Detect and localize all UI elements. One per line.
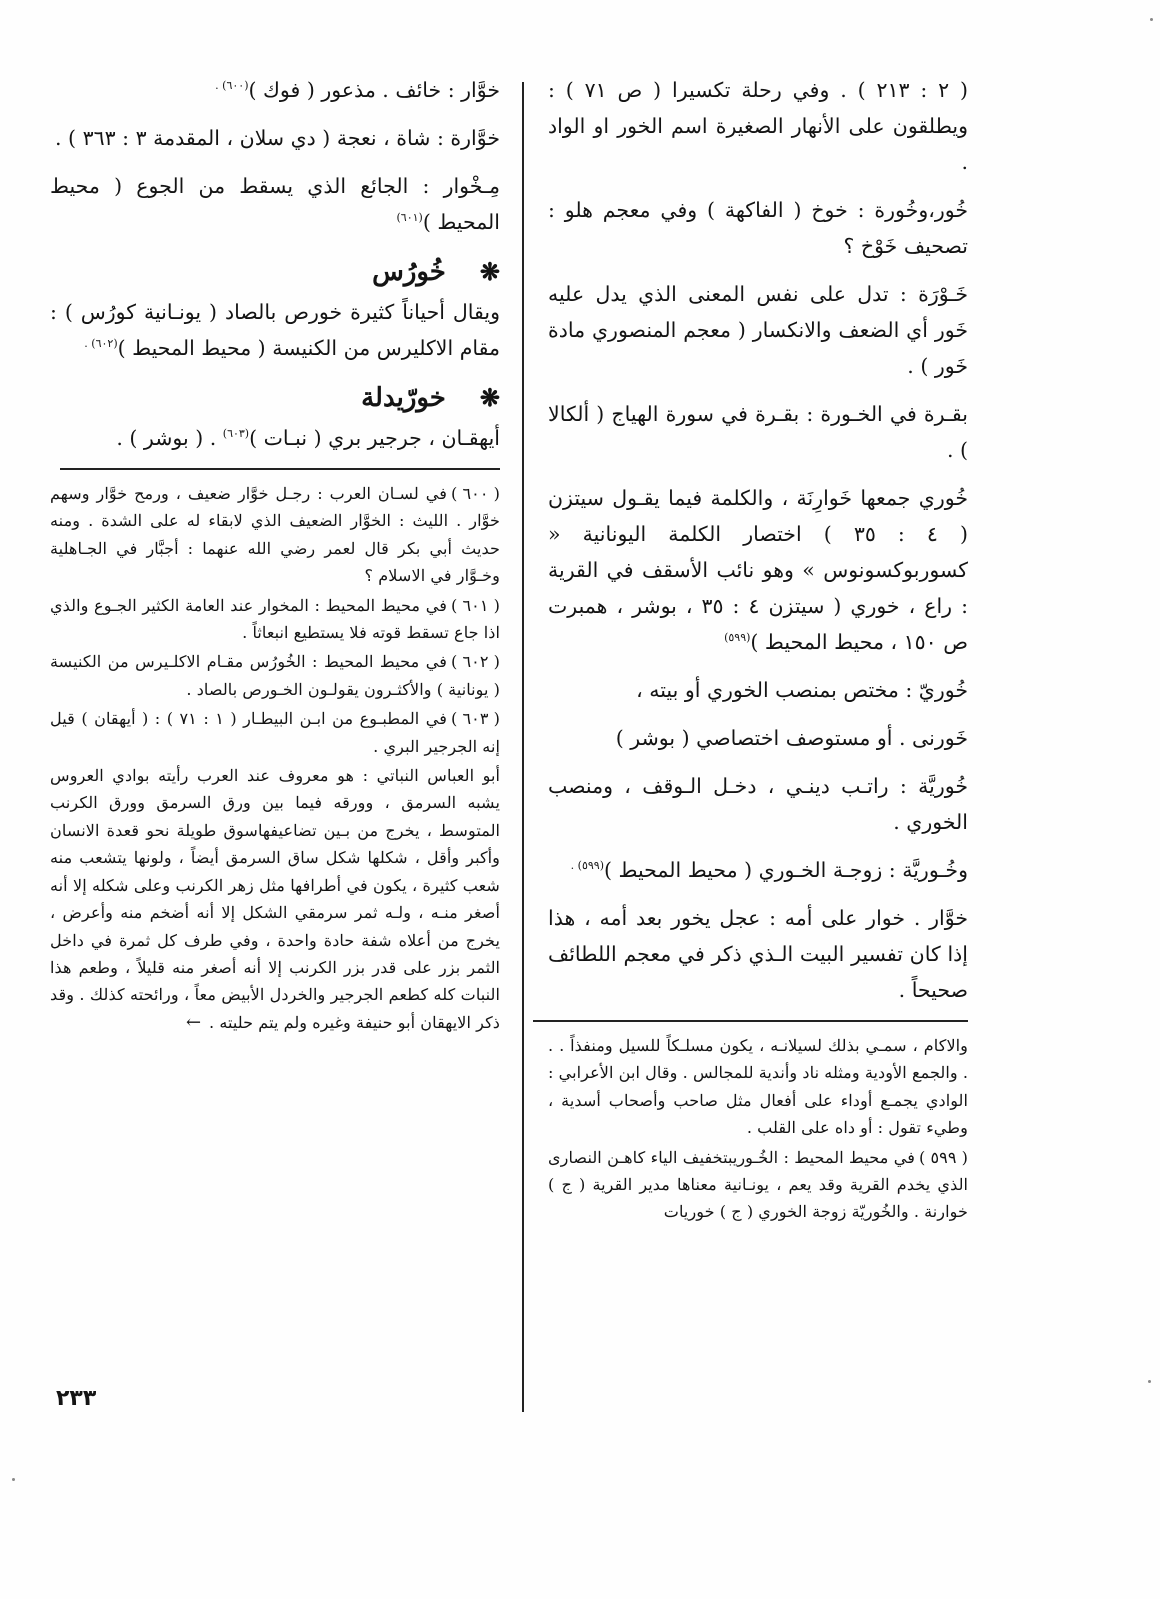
footnote-text: في المطبـوع من ابـن البيطـار ( ١ : ٧١ ) : ( أيهقان ) قيل إنه الجرجير البري .: [50, 709, 500, 756]
entry-text: بقـرة في الخـورة : بقـرة في سورة الهياج ( ألكالا ) .: [548, 402, 968, 462]
entry-text: خُوريَّة : راتـب دينـي ، دخـل الـوقف ، ومنصب الخوري .: [548, 774, 968, 834]
headword-text: خُورُس: [372, 257, 446, 287]
footnote-ref: (٦٠٣): [222, 427, 250, 441]
continuation-arrow-icon: ←: [185, 1011, 202, 1033]
footnote-601: [50, 592, 500, 647]
footnote-ref: (٥٩٩) .: [570, 859, 604, 873]
footnote-text: في محيط المحيط : الخُـوريبتخفيف الياء كاهـن النصارى الذي يخدم القرية وقد يعم ، يونـانية معناها مدير القرية ( ج ) خوارنة . والخُوريّة زوجة الخوري ( ج ) خوريات: [548, 1147, 968, 1222]
entry-rc-4: [548, 480, 968, 660]
entry-lc-khoros: [50, 294, 500, 366]
entry-text: خَـوْرَة : تدل على نفس المعنى الذي يدل عليه خَور أي الضعف والانكسار ( معجم المنصوري مادة خَور ) .: [548, 282, 968, 378]
footnote-rule: [533, 1020, 968, 1022]
entry-text: خوَّارة : شاة ، نعجة ( دي سلان ، المقدمة ٣ : ٣٦٣ ) .: [55, 126, 500, 150]
entry-rc-9: [548, 900, 968, 1008]
footnote-number: ( ٦٠٢ ): [450, 652, 500, 672]
entry-lc-1: [50, 120, 500, 156]
entry-text: أيهقـان ، جرجير بري ( نبـات ): [249, 426, 500, 450]
entry-rc-2: [548, 276, 968, 384]
entry-text: خوَّار : خائف . مذعور ( فوك ): [248, 78, 500, 102]
column-divider: [522, 82, 524, 1412]
entry-text: خوَّار . خوار على أمه : عجل يخور بعد أمه ، هذا إذا كان تفسير البيت الـذي ذكر في معجم اللطائف صحيحاً .: [548, 906, 968, 1002]
entry-lc-khoridla: [50, 420, 500, 456]
footnote-602: [50, 648, 500, 703]
entry-lc-2: [50, 168, 500, 240]
footnote-ref: (٦٠٢) .: [84, 337, 118, 351]
entry-text: وخُـوريَّة : زوجـة الخـوري ( محيط المحيط ): [604, 858, 968, 882]
entry-text: خَورنى . أو مستوصف اختصاصي ( بوشر ): [615, 726, 968, 750]
footnote-text: في محيط المحيط : الخُورُس مقـام الاكلـيرس من الكنيسة ( يونانية ) والأكثـرون يقولـون الخـورص بالصاد .: [50, 652, 500, 699]
headword-text: خورّيدلة: [361, 383, 446, 413]
page-number: ٢٣٣: [56, 1386, 97, 1411]
footnote-ref: (٦٠١): [396, 211, 423, 225]
footnote-600: [50, 480, 500, 590]
scan-speck: [1148, 1380, 1151, 1383]
entry-text-tail: . ( بوشر ) .: [116, 426, 217, 450]
headword-khoros: [50, 252, 500, 292]
headword-khoridla: [50, 378, 500, 418]
entry-rc-0: [548, 72, 968, 180]
star-icon: ❋: [479, 257, 500, 286]
scan-speck: [1150, 18, 1153, 21]
scan-speck: [12, 1478, 15, 1481]
footnote-text: أبو العباس النباتي : هو معروف عند العرب رأيته بوادي العروس يشبه السرمق ، وورقه فيما بين ورق السرمق وورق الكرنب المتوسط ، يخرج من بـين تضاعيفهاسوق طويلة نحو قعدة الانسان وأكبر وأقل ، شكلها شكل ساق السرمق أيضاً ، ولونها يتشعب منه شعب كثيرة ، يكون في أطرافها مثل زهر الكرنب وعلى شكله إلا أنه أصغر منـه ، ولـه ثمر سرمقي الشكل إلا أنه أضخم منه وأعرض ، يخرج من أعلاه شفة حادة واحدة ، وفي طرف كل ثمرة في داخل الثمر بزر على قدر بزر الكرنب إلا أنه أصغر منه قليلاً ، وطعم هذا النبات كله كطعم الجرجير والخردل الأبيض معاً ، ورائحته كذلك . وقد ذكر الايهقان أبو حنيفة وغيره ولم يتم حليته .: [50, 766, 500, 1032]
footnote-continuation: [548, 1032, 968, 1142]
entry-text: مِـخْوار : الجائع الذي يسقط من الجوع ( محيط المحيط ): [50, 174, 500, 234]
entry-text: خُوري جمعها خَوارِنَة ، والكلمة فيما يقـول سيتزن ( ٤ : ٣٥ ) اختصار الكلمة اليونانية « كسوربوكسونوس » وهو نائب الأسقف في القرية : راع ، خوري ( سيتزن ٤ : ٣٥ ، بوشر ، همبرت ص ١٥٠ ، محيط المحيط ): [548, 486, 969, 654]
entry-rc-3: [548, 396, 968, 468]
left-column: [50, 72, 500, 1038]
footnote-number: ( ٦٠٠ ): [450, 484, 500, 503]
footnote-603: [50, 705, 500, 760]
entry-lc-0: [50, 72, 500, 108]
star-icon: ❋: [479, 383, 500, 412]
footnote-rule: [60, 468, 500, 470]
footnote-ref: (٦٠٠) .: [215, 79, 249, 93]
entry-rc-6: [548, 720, 968, 756]
entry-rc-7: [548, 768, 968, 840]
footnote-ref: (٥٩٩): [724, 631, 751, 645]
footnote-599: [548, 1144, 968, 1226]
right-column: [548, 72, 968, 1228]
entry-text: ( ٢ : ٢١٣ ) . وفي رحلة تكسيرا ( ص ٧١ ) : ويطلقون على الأنهار الصغيرة اسم الخور او الواد .: [548, 78, 968, 174]
entry-rc-1: [548, 192, 968, 264]
footnote-number: ( ٦٠١ ): [450, 595, 500, 615]
entry-text: ويقال أحياناً كثيرة خورص بالصاد ( يونـانية كورُس ) : مقام الاكليرس من الكنيسة ( محيط المحيط ): [50, 300, 500, 360]
entry-rc-5: [548, 672, 968, 708]
entry-text: خُوريّ : مختص بمنصب الخوري أو بيته ،: [636, 678, 968, 702]
entry-text: خُور،وخُورة : خوخ ( الفاكهة ) وفي معجم هلو : تصحيف خَوْخ ؟: [548, 198, 968, 258]
entry-rc-8: [548, 852, 968, 888]
footnote-number: ( ٦٠٣ ): [450, 709, 500, 729]
footnote-text: في محيط المحيط : المخوار عند العامة الكثير الجـوع والذي اذا جاع تسقط قوته فلا يستطيع انبعاثاً .: [50, 595, 500, 643]
footnote-603-continued: [50, 762, 500, 1036]
footnote-text: في لسـان العرب : رجـل خوَّار ضعيف ، ورمح خوَّار وسهم خوَّار . الليث : الخوَّار الضعيف الذي لابقاء له على الشدة . ومنه حديث أبي بكر قال لعمر رضي الله عنهما : أجبَّار في الجـاهلية وخـوَّار في الاسلام ؟: [50, 484, 500, 586]
footnote-text: والاكام ، سمـي بذلك لسيلانـه ، يكون مسلـكاً للسيل ومنفذاً . . . والجمع الأودية ومثله ناد وأندية للمجالس . وقال ابن الأعرابي : الوادي يجمـع أوداء على أفعال مثل صاحب وأصحاب أسدية ، وطيء تقول : أو داه على القلب .: [548, 1036, 968, 1138]
footnote-number: ( ٥٩٩ ): [918, 1147, 968, 1167]
